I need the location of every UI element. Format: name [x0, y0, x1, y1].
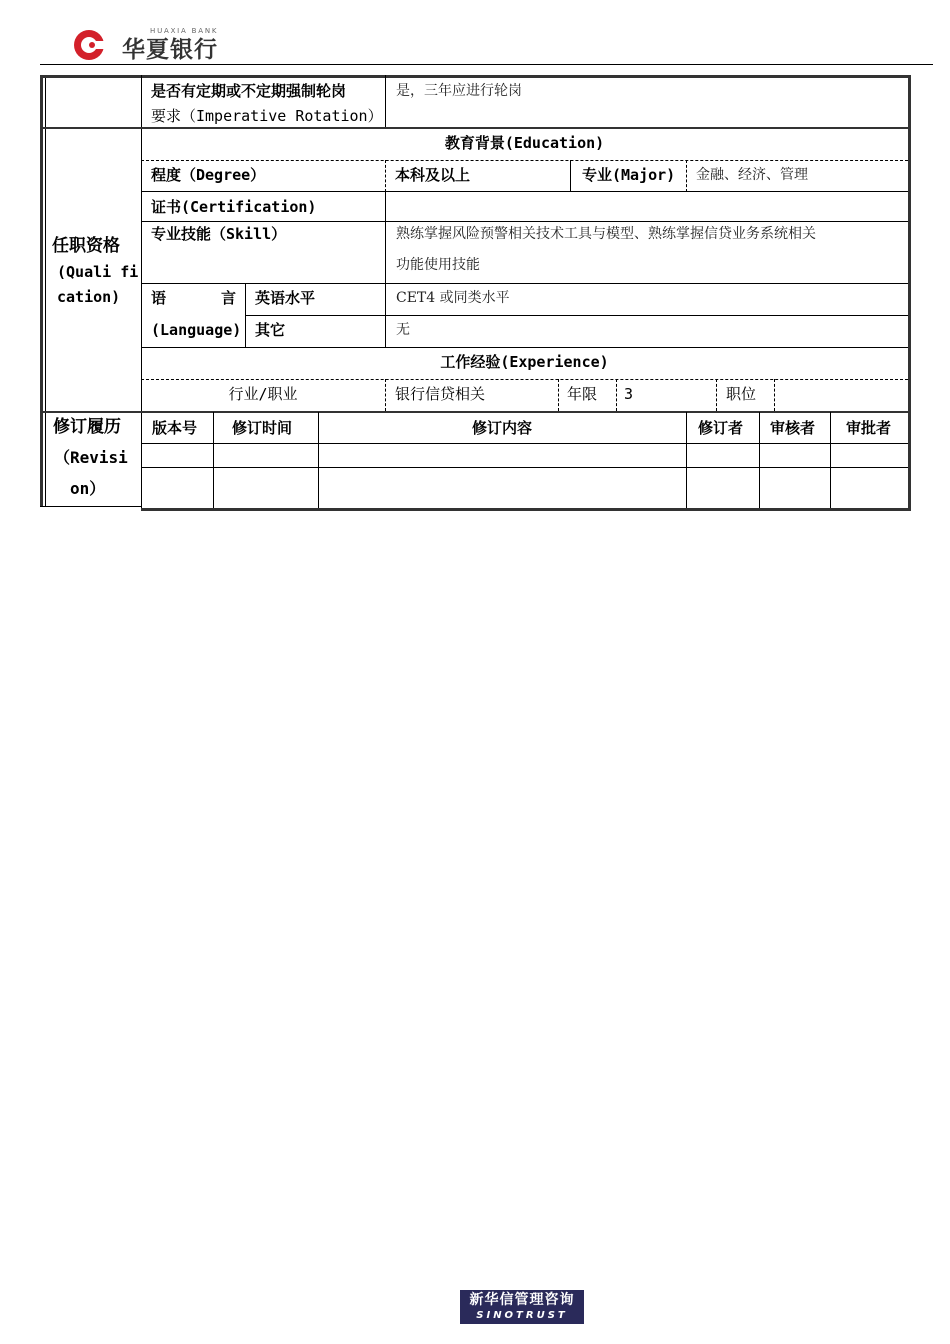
table-border-left-inner [45, 75, 46, 507]
language-label-en: (Language) [151, 321, 242, 339]
col-divider-major-value [686, 160, 687, 192]
row-divider-experience-title [141, 379, 908, 380]
major-value: 金融、经济、管理 [696, 167, 808, 183]
row-divider-language [141, 347, 908, 348]
years-value: 3 [624, 385, 634, 403]
col-divider-rotation [385, 75, 386, 128]
rotation-label-line2: 要求（Imperative Rotation） [151, 107, 383, 125]
rotation-label-line1: 是否有定期或不定期强制轮岗 [151, 82, 347, 100]
row-divider-english [245, 315, 908, 316]
skill-label: 专业技能（Skill） [151, 225, 287, 243]
sinotrust-logo-cn: 新华信管理咨询 [469, 1292, 575, 1308]
col-divider-rev-5 [830, 412, 831, 511]
other-language-value: 无 [396, 322, 410, 338]
row-divider-qualification [40, 411, 911, 413]
table-border-right [908, 75, 911, 511]
bank-name-en: HUAXIA BANK [150, 27, 219, 35]
sinotrust-logo [460, 1290, 584, 1324]
degree-value: 本科及以上 [395, 166, 471, 184]
language-label-b: 言 [221, 289, 237, 307]
col-divider-major [570, 160, 571, 192]
revision-section-en-1: （Revisi [54, 448, 128, 467]
revision-col-reviser: 修订者 [698, 419, 744, 437]
revision-col-version: 版本号 [152, 419, 198, 437]
revision-section-en-2: on） [70, 479, 106, 498]
row-divider-skill [141, 283, 908, 284]
header-divider [40, 64, 933, 65]
sinotrust-logo-en: SINOTRUST [476, 1310, 568, 1321]
table-border-left [40, 75, 43, 507]
qualification-section-en-1: (Quali fi [57, 263, 139, 281]
position-label: 职位 [726, 385, 757, 403]
language-label-a: 语 [151, 289, 167, 307]
col-divider-years [558, 379, 559, 411]
skill-value-line2: 功能使用技能 [396, 257, 480, 273]
qualification-section-en-2: cation) [57, 288, 121, 306]
industry-label: 行业/职业 [228, 385, 298, 403]
bank-name-cn: 华夏银行 [122, 37, 218, 63]
row-divider-rev-1 [141, 467, 908, 468]
years-label: 年限 [567, 385, 598, 403]
col-divider-position-value [774, 379, 775, 411]
col-divider-industry [385, 379, 386, 411]
certification-label: 证书(Certification) [151, 198, 317, 216]
degree-label: 程度（Degree） [151, 166, 266, 184]
col-divider-rev-1 [213, 412, 214, 511]
row-divider-degree [141, 191, 908, 192]
rotation-value: 是，三年应进行轮岗 [396, 83, 522, 99]
other-language-label: 其它 [255, 321, 286, 339]
industry-value: 银行信贷相关 [395, 385, 486, 403]
english-label: 英语水平 [255, 289, 316, 307]
col-divider-details [385, 191, 386, 347]
col-divider-degree [385, 160, 386, 192]
col-divider-rev-4 [759, 412, 760, 511]
revision-col-date: 修订时间 [232, 419, 293, 437]
revision-col-approver: 审批者 [846, 419, 892, 437]
col-divider-rev-3 [686, 412, 687, 511]
education-title: 教育背景(Education) [444, 134, 605, 152]
skill-value-line1: 熟练掌握风险预警相关技术工具与模型、熟练掌握信贷业务系统相关 [396, 226, 816, 242]
experience-title: 工作经验(Experience) [440, 353, 609, 371]
table-border-bottom [141, 508, 911, 511]
major-label: 专业(Major) [582, 166, 676, 184]
row-divider-rev-header [141, 443, 908, 444]
col-divider-years-value [616, 379, 617, 411]
revision-col-reviewer: 审核者 [770, 419, 816, 437]
row-divider-rev-section [40, 506, 141, 507]
row-divider-education-title [141, 160, 908, 161]
english-value: CET4 或同类水平 [396, 290, 510, 306]
huaxia-logo-icon [70, 28, 112, 62]
table-border-top [40, 75, 911, 78]
qualification-section-title: 任职资格 [52, 236, 120, 256]
col-divider-position [716, 379, 717, 411]
revision-col-content: 修订内容 [471, 419, 532, 437]
revision-section-title: 修订履历 [53, 417, 121, 437]
